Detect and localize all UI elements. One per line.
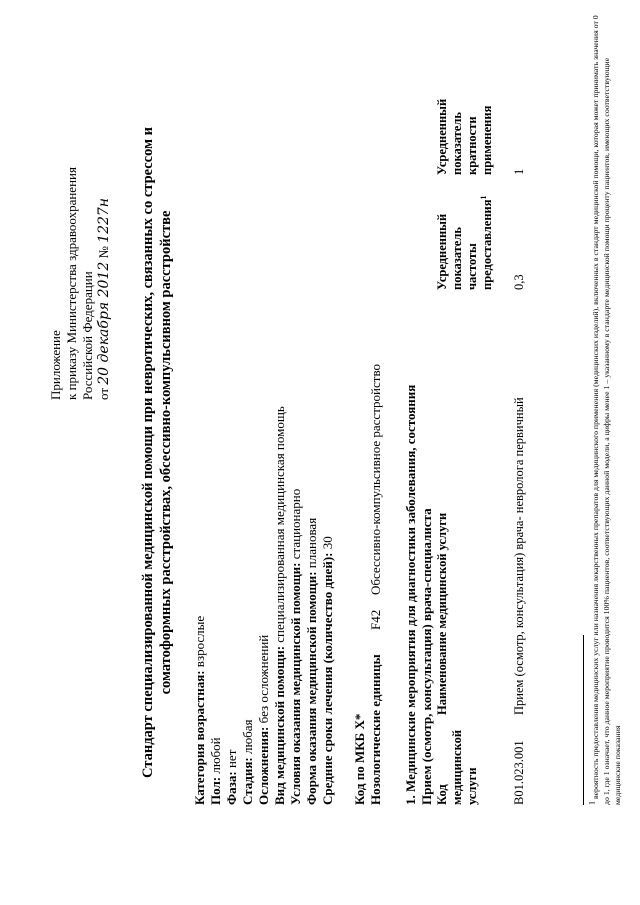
footnote-text: вероятность предоставления медицинских услуг или назначения лекарственных препаратов для медицинского применения (медицинских изделий), включенных в стандарт медицинской помощи, которая может принимать значения от 0 до 1, где 1 означает, что данное мероприятие проводится 100% пациентов, соответствующих данной модели, а цифры менее 1 – указанному в стандарте медицинской помощи проценту пациентов, имеющих соответствующие медицинские показания <box>591 15 622 805</box>
param-value: нет <box>224 749 239 772</box>
param-value: без осложнений <box>256 634 271 727</box>
param-label: Вид медицинской помощи: <box>272 645 287 805</box>
param-care-conditions <box>288 489 304 805</box>
table-row-name: Прием (осмотр, консультация) врача- невролога первичный <box>512 397 526 715</box>
section-title: 1. Медицинские мероприятия для диагностики заболевания, состояния <box>403 384 418 805</box>
document-title-line-1: Стандарт специализированной медицинской помощи при невротических, связанных со стрессом и <box>140 127 156 778</box>
table-header-frequency-text: Усредненный показатель частоты предоставления <box>435 199 494 290</box>
param-stage <box>240 719 256 805</box>
document-title-line-2: соматоформных расстройствах, обсессивно-компульсивном расстройстве <box>158 210 174 695</box>
param-value: любая <box>240 719 255 758</box>
annex-date-prefix: от <box>96 387 111 400</box>
section-subtitle: Прием (осмотр, консультация) врача-специалиста <box>419 508 434 805</box>
annex-date-handwritten: 20 декабря 2012 <box>96 261 112 385</box>
param-age <box>192 616 208 805</box>
param-value: плановая <box>304 517 319 572</box>
table-header-multiplicity: Усредненный показатель кратности применения <box>435 98 494 175</box>
param-label: Фаза: <box>224 771 239 805</box>
table-row-multiplicity: 1 <box>512 168 526 175</box>
footnote-number: 1 <box>587 801 597 805</box>
param-label: Стадия: <box>240 757 255 805</box>
mkb-code: F42 <box>368 609 383 630</box>
table-row-code: B01.023.001 <box>512 740 526 805</box>
param-care-type <box>272 406 288 805</box>
annex-number-handwritten: 1227н <box>96 197 112 243</box>
mkb-header: Код по МКБ X* <box>352 713 367 805</box>
param-label: Осложнения: <box>256 726 271 805</box>
table-header-name: Наименование медицинской услуги <box>435 512 449 715</box>
table-row-frequency: 0,3 <box>512 274 526 290</box>
footnote-separator <box>583 635 584 805</box>
footnote-ref: 1 <box>478 195 488 200</box>
param-label: Условия оказания медицинской помощи: <box>288 562 303 805</box>
param-value: стационарно <box>288 488 303 563</box>
param-label: Пол: <box>208 776 223 805</box>
mkb-label: Нозологические единицы <box>368 654 383 805</box>
param-value: любой <box>208 737 223 777</box>
param-phase <box>224 750 240 805</box>
param-care-form <box>304 518 320 805</box>
table-header-code: Код медицинской услуги <box>435 729 479 805</box>
annex-line-1: Приложение <box>48 330 63 400</box>
param-value: взрослые <box>192 615 207 671</box>
param-treatment-duration <box>320 536 336 805</box>
mkb-name: Обсессивно-компульсивное расстройство <box>368 364 383 595</box>
annex-number-label: № <box>96 246 111 259</box>
table-header-frequency <box>435 185 495 290</box>
annex-line-3: Российской Федерации <box>80 271 95 400</box>
param-label: Средние сроки лечения (количество дней): <box>320 552 335 805</box>
param-complications <box>256 635 272 805</box>
param-label: Категория возрастная: <box>192 670 207 805</box>
footnote <box>587 15 623 805</box>
annex-line-2: к приказу Министерства здравоохранения <box>64 167 79 400</box>
param-value: специализированная медицинская помощь <box>272 406 287 646</box>
param-label: Форма оказания медицинской помощи: <box>304 571 319 805</box>
annex-date-line <box>96 198 112 400</box>
param-value: 30 <box>320 536 335 553</box>
param-sex <box>208 737 224 805</box>
